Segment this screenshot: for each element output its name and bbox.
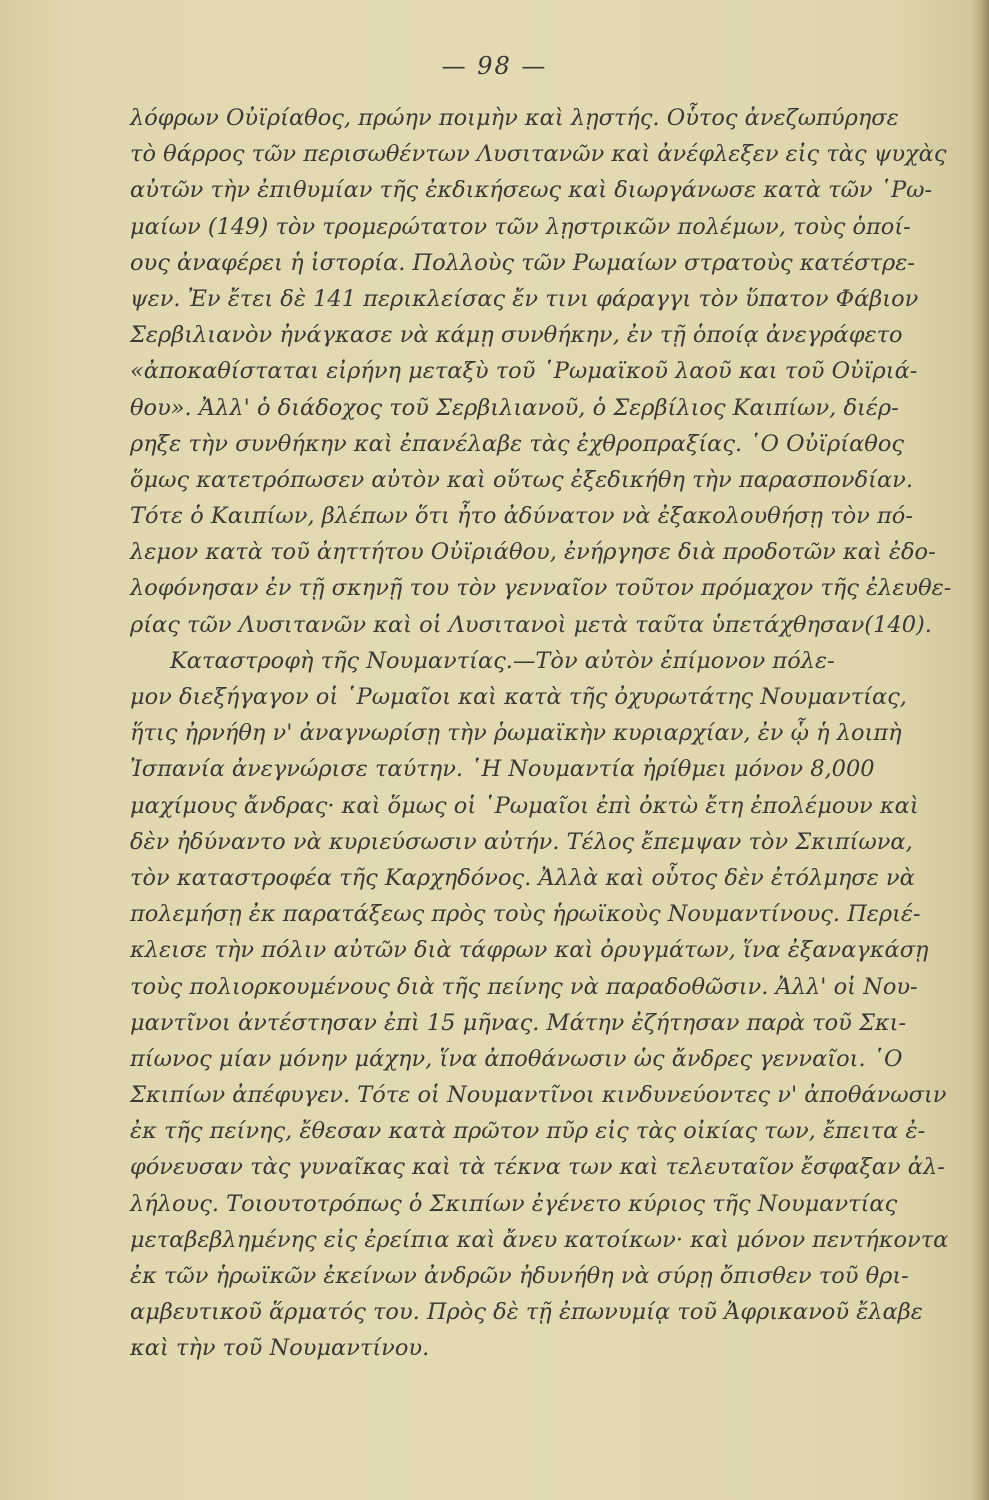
text-line: λεμον κατὰ τοῦ ἀηττήτου Οὐϊριάθου, ἐνήργησε διὰ προδοτῶν καὶ ἐδο-: [130, 539, 936, 566]
text-line: ὅμως κατετρόπωσεν αὐτὸν καὶ οὕτως ἐξεδικήθη τὴν παρασπονδίαν.: [130, 466, 913, 493]
page-number: — 98 —: [441, 52, 548, 80]
text-line: μαχίμους ἄνδρας· καὶ ὅμως οἱ ῾Ρωμαῖοι ἐπὶ ὀκτὼ ἔτη ἐπολέμουν καὶ: [130, 792, 919, 819]
text-line: καὶ τὴν τοῦ Νουμαντίνου.: [130, 1335, 430, 1362]
text-line: αὐτῶν τὴν ἐπιθυμίαν τῆς ἐκδικήσεως καὶ διωργάνωσε κατὰ τῶν ῾Ρω-: [130, 177, 933, 204]
body-text: [130, 100, 960, 1367]
text-line: τὸ θάρρος τῶν περισωθέντων Λυσιτανῶν καὶ ἀνέφλεξεν εἰς τὰς ψυχὰς: [130, 141, 947, 168]
text-line: μον διεξήγαγον οἱ ῾Ρωμαῖοι καὶ κατὰ τῆς ὀχυρωτάτης Νουμαντίας,: [130, 684, 907, 710]
text-line: ρίας τῶν Λυσιτανῶν καὶ οἱ Λυσιτανοὶ μετὰ ταῦτα ὑπετάχθησαν(140).: [130, 611, 932, 638]
text-line: λόφρων Οὐϊρίαθος, πρώην ποιμὴν καὶ λῃστής. Οὗτος ἀνεζωπύρησε: [130, 105, 899, 131]
text-line: ψεν. Ἐν ἔτει δὲ 141 περικλείσας ἔν τινι φάραγγι τὸν ὕπατον Φάβιον: [130, 285, 919, 312]
text-line: αμβευτικοῦ ἅρματός του. Πρὸς δὲ τῇ ἐπωνυμίᾳ τοῦ Ἀφρικανοῦ ἔλαβε: [130, 1299, 923, 1326]
text-line: μαίων (149) τὸν τρομερώτατον τῶν λῃστρικῶν πολέμων, τοὺς ὁποί-: [130, 213, 911, 240]
text-line: τὸν καταστροφέα τῆς Καρχηδόνος. Ἀλλὰ καὶ οὗτος δὲν ἐτόλμησε νὰ: [130, 864, 915, 891]
text-line: ἐκ τῆς πείνης, ἔθεσαν κατὰ πρῶτον πῦρ εἰς τὰς οἰκίας των, ἔπειτα ἐ-: [130, 1118, 926, 1145]
text-line: Τότε ὁ Καιπίων, βλέπων ὅτι ἦτο ἀδύνατον νὰ ἐξακολουθήσῃ τὸν πό-: [130, 503, 913, 530]
text-line: πίωνος μίαν μόνην μάχην, ἵνα ἀποθάνωσιν ὡς ἄνδρες γενναῖοι. ῾Ο: [130, 1045, 903, 1072]
text-line: ους ἀναφέρει ἡ ἱστορία. Πολλοὺς τῶν Ρωμαίων στρατοὺς κατέστρε-: [130, 249, 915, 276]
text-line: Σκιπίων ἀπέφυγεν. Τότε οἱ Νουμαντῖνοι κινδυνεύοντες ν' ἀποθάνωσιν: [130, 1082, 947, 1109]
text-line: θου». Ἀλλ' ὁ διάδοχος τοῦ Σερβιλιανοῦ, ὁ Σερβίλιος Καιπίων, διέρ-: [130, 394, 899, 421]
page-edge-shadow: [971, 0, 989, 1500]
text-line: δὲν ἠδύναντο νὰ κυριεύσωσιν αὐτήν. Τέλος ἔπεμψαν τὸν Σκιπίωνα,: [130, 828, 913, 855]
text-line: Σερβιλιανὸν ἠνάγκασε νὰ κάμῃ συνθήκην, ἐν τῇ ὁποίᾳ ἀνεγράφετο: [130, 322, 903, 349]
text-line: ρηξε τὴν συνθήκην καὶ ἐπανέλαβε τὰς ἐχθροπραξίας. ῾Ο Οὐϊρίαθος: [130, 430, 904, 457]
text-line: μαντῖνοι ἀντέστησαν ἐπὶ 15 μῆνας. Μάτην ἐζήτησαν παρὰ τοῦ Σκι-: [130, 1009, 907, 1036]
text-line: μεταβεβλημένης εἰς ἐρείπια καὶ ἄνευ κατοίκων· καὶ μόνον πεντήκοντα: [130, 1226, 949, 1253]
text-line: φόνευσαν τὰς γυναῖκας καὶ τὰ τέκνα των καὶ τελευταῖον ἔσφαξαν ἀλ-: [130, 1154, 945, 1181]
text-line: ἥτις ἠρνήθη ν' ἀναγνωρίσῃ τὴν ῥωμαϊκὴν κυριαρχίαν, ἐν ᾧ ἡ λοιπὴ: [130, 720, 902, 747]
text-line: λήλους. Τοιουτοτρόπως ὁ Σκιπίων ἐγένετο κύριος τῆς Νουμαντίας: [130, 1190, 898, 1217]
text-line: «ἀποκαθίσταται εἰρήνη μεταξὺ τοῦ ῾Ρωμαϊκοῦ λαοῦ και τοῦ Οὐϊριά-: [130, 358, 918, 385]
section-heading-line: Καταστροφὴ τῆς Νουμαντίας.—Τὸν αὐτὸν ἐπίμονον πόλε-: [170, 647, 835, 674]
text-line: λοφόνησαν ἐν τῇ σκηνῇ του τὸν γενναῖον τοῦτον πρόμαχον τῆς ἐλευθε-: [130, 575, 952, 602]
text-line: κλεισε τὴν πόλιν αὐτῶν διὰ τάφρων καὶ ὀρυγμάτων, ἵνα ἐξαναγκάσῃ: [130, 937, 929, 964]
text-line: ἐκ τῶν ἡρωϊκῶν ἐκείνων ἀνδρῶν ἠδυνήθη νὰ σύρῃ ὄπισθεν τοῦ θρι-: [130, 1263, 909, 1289]
text-line: Ἰσπανία ἀνεγνώρισε ταύτην. ῾Η Νουμαντία ἠρίθμει μόνον 8,000: [130, 756, 875, 783]
text-line: πολεμήσῃ ἐκ παρατάξεως πρὸς τοὺς ἡρωϊκοὺς Νουμαντίνους. Περιέ-: [130, 901, 921, 928]
text-line: τοὺς πολιορκουμένους διὰ τῆς πείνης νὰ παραδοθῶσιν. Ἀλλ' οἱ Νου-: [130, 973, 918, 1000]
